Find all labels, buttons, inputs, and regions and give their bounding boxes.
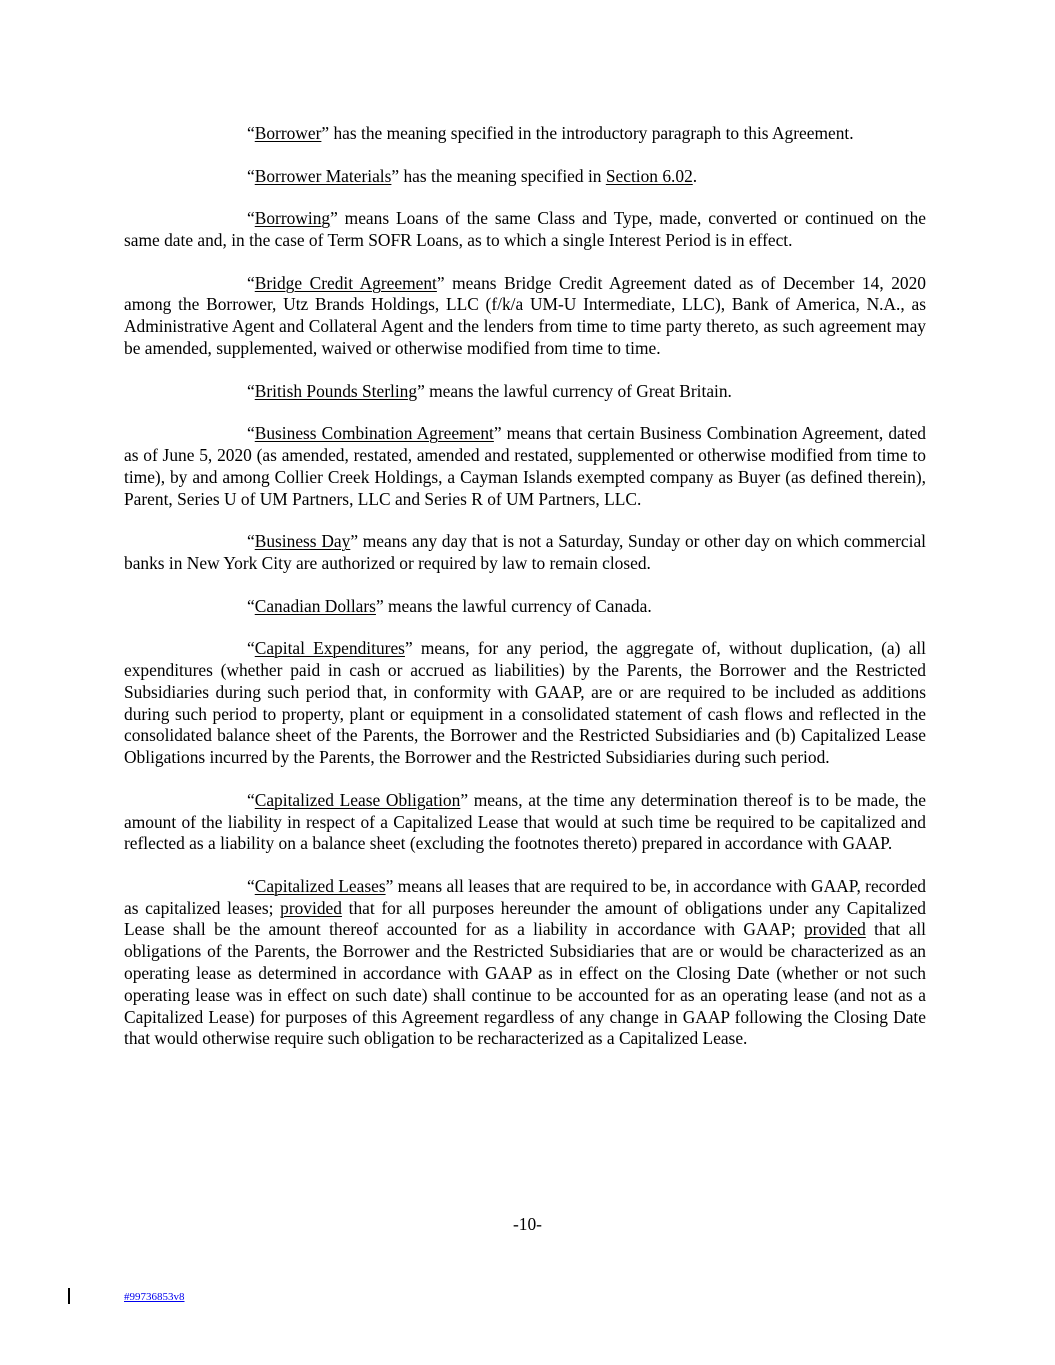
defined-term: Borrower Materials xyxy=(254,165,392,186)
definition-text: ” means the lawful currency of Great Britain. xyxy=(417,380,732,401)
page-number: -10- xyxy=(513,1214,542,1234)
definition-text: “ xyxy=(247,638,255,659)
definition-paragraph xyxy=(124,423,926,510)
underlined-reference: provided xyxy=(803,919,866,940)
definition-text: ” means the lawful currency of Canada. xyxy=(375,595,652,616)
definition-text: “ xyxy=(247,789,255,810)
defined-term: Borrowing xyxy=(254,208,331,229)
definition-text: “ xyxy=(247,423,255,444)
underlined-reference: Section 6.02 xyxy=(605,165,693,186)
definition-text: ” means Bridge Credit Agreement dated as of December 14, 2020 among the Borrower, Utz Brands Holdings, LLC (f/k/a UM-U Intermediate, LLC), Bank of America, N.A., as Administrative Agent and Collateral Agent and the lenders from time to time party thereto, as such agreement may be amended, supplemented, waived or otherwise modified from time to time. xyxy=(124,272,926,358)
defined-term: Capitalized Lease Obligation xyxy=(254,789,461,810)
definition-text: . xyxy=(692,165,698,186)
defined-term: Business Day xyxy=(254,531,351,552)
definition-text: “ xyxy=(247,380,255,401)
definition-text: ” means, at the time any determination thereof is to be made, the amount of the liability in respect of a Capitalized Lease that would at such time be required to be capitalized and reflected as a liability on a balance sheet (excluding the footnotes thereto) prepared in accordance with GAAP. xyxy=(124,789,926,854)
definition-text: ” has the meaning specified in xyxy=(391,165,606,186)
definition-paragraph xyxy=(124,531,926,575)
definition-text: ” has the meaning specified in the introductory paragraph to this Agreement. xyxy=(321,123,854,143)
revision-change-bar xyxy=(68,1288,70,1304)
defined-term: British Pounds Sterling xyxy=(254,380,418,401)
defined-term: Capitalized Leases xyxy=(254,875,386,896)
underlined-reference: provided xyxy=(280,897,342,918)
definition-text: ” means that certain Business Combination Agreement, dated as of June 5, 2020 (as amended, restated, amended and restated, supplemented or otherwise modified from time to time), by and among Collier Creek Holdings, a Cayman Islands exempted company as Buyer (as defined therein), Parent, Series U of UM Partners, LLC and Series R of UM Partners, LLC. xyxy=(124,423,926,509)
definition-paragraph xyxy=(124,166,926,188)
definition-text: “ xyxy=(247,165,255,186)
definition-text: “ xyxy=(247,875,255,896)
definition-text: “ xyxy=(247,123,255,143)
definition-paragraph xyxy=(124,790,926,855)
definition-paragraph xyxy=(124,208,926,252)
defined-term: Capital Expenditures xyxy=(254,638,405,659)
definition-text: “ xyxy=(247,595,255,616)
definition-paragraph xyxy=(124,876,926,1050)
defined-term: Bridge Credit Agreement xyxy=(254,272,437,293)
definition-text: ” means all leases that are required to be, in accordance with GAAP, recorded as capitalized leases; xyxy=(124,875,926,918)
definition-text: “ xyxy=(247,531,255,552)
definition-text: that for all purposes hereunder the amount of obligations under any Capitalized Lease shall be the amount thereof accounted for as a liability in accordance with GAAP; xyxy=(124,897,926,940)
definition-paragraph xyxy=(124,273,926,360)
definition-paragraph xyxy=(124,123,926,145)
definition-text: “ xyxy=(247,272,255,293)
definition-text: ” means Loans of the same Class and Type, made, converted or continued on the same date and, in the case of Term SOFR Loans, as to which a single Interest Period is in effect. xyxy=(124,208,926,250)
definition-text: that all obligations of the Parents, the Borrower and the Restricted Subsidiaries that are or would be characterized as an operating lease as determined in accordance with GAAP as in effect on the Closing Date (whether or not such operating lease was in effect on such date) shall continue to be accounted for as an operating lease (and not as a Capitalized Lease) for purposes of this Agreement regardless of any change in GAAP following the Closing Date that would otherwise require such obligation to be recharacterized as a Capitalized Lease. xyxy=(124,919,927,1049)
definition-paragraph xyxy=(124,596,926,618)
definition-paragraph xyxy=(124,638,926,769)
defined-term: Business Combination Agreement xyxy=(254,423,494,444)
document-id-link[interactable]: #99736853v8 xyxy=(124,1291,185,1303)
definition-text: ” means any day that is not a Saturday, Sunday or other day on which commercial banks in New York City are authorized or required by law to remain closed. xyxy=(124,531,926,573)
definition-text: “ xyxy=(247,208,255,229)
defined-term: Canadian Dollars xyxy=(254,595,376,616)
definition-text: ” means, for any period, the aggregate of, without duplication, (a) all expenditures (whether paid in cash or accrued as liabilities) by the Parents, the Borrower and the Restricted Subsidiaries during such period that, in conformity with GAAP, are or are required to be included as additions during such period to property, plant or equipment in a consolidated statement of cash flows and reflected in the consolidated balance sheet of the Parents, the Borrower and the Restricted Subsidiaries and (b) Capitalized Lease Obligations incurred by the Parents, the Borrower and the Restricted Subsidiaries during such period. xyxy=(124,638,926,768)
definitions-section xyxy=(124,123,926,1050)
defined-term: Borrower xyxy=(254,123,322,143)
definition-paragraph xyxy=(124,381,926,403)
